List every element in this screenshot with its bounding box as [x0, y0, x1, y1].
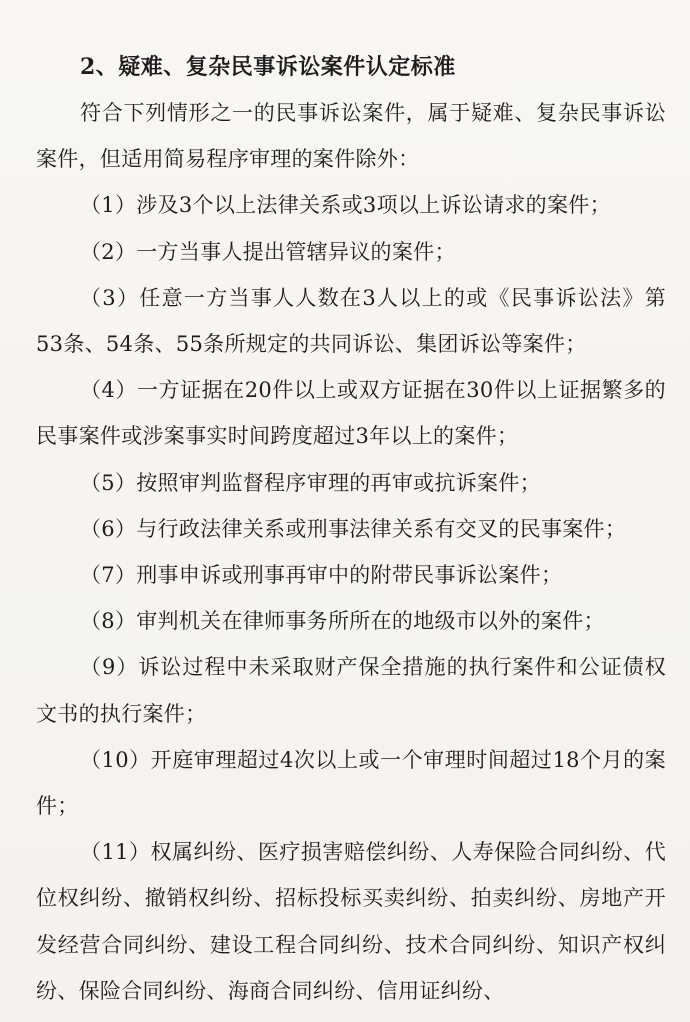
criterion-7: （7）刑事申诉或刑事再审中的附带民事诉讼案件；: [80, 563, 563, 588]
criterion-2: （2）一方当事人提出管辖异议的案件；: [80, 239, 456, 264]
criterion-10: （10）开庭审理超过4次以上或一个审理时间超过18个月的案件；: [36, 747, 666, 819]
criterion-4: （4）一方证据在20件以上或双方证据在30件以上证据繁多的民事案件或涉案事实时间跨度超过3年以上的案件；: [36, 378, 666, 449]
criterion-9: （9）诉讼过程中未采取财产保全措施的执行案件和公证债权文书的执行案件；: [36, 655, 666, 726]
criterion-3: （3）任意一方当事人人数在3人以上的或《民事诉讼法》第53条、54条、55条所规定的共同诉讼、集团诉讼等案件；: [36, 285, 666, 357]
criterion-11: （11）权属纠纷、医疗损害赔偿纠纷、人寿保险合同纠纷、代位权纠纷、撤销权纠纷、招标投标买卖纠纷、拍卖纠纷、房地产开发经营合同纠纷、建设工程合同纠纷、技术合同纠纷、知识产权纠纷、保险合同纠纷、海商合同纠纷、信用证纠纷、: [36, 840, 666, 1003]
criterion-6: （6）与行政法律关系或刑事法律关系有交叉的民事案件；: [80, 516, 627, 541]
criterion-5: （5）按照审判监督程序审理的再审或抗诉案件；: [80, 470, 541, 495]
criterion-1: （1）涉及3个以上法律关系或3项以上诉讼请求的案件；: [80, 193, 611, 218]
section-heading: 2、疑难、复杂民事诉讼案件认定标准: [80, 54, 456, 80]
intro-paragraph: 符合下列情形之一的民事诉讼案件，属于疑难、复杂民事诉讼案件，但适用简易程序审理的案件除外：: [36, 101, 666, 172]
criterion-8: （8）审判机关在律师事务所所在的地级市以外的案件；: [80, 609, 605, 634]
document-body: [36, 44, 666, 1014]
